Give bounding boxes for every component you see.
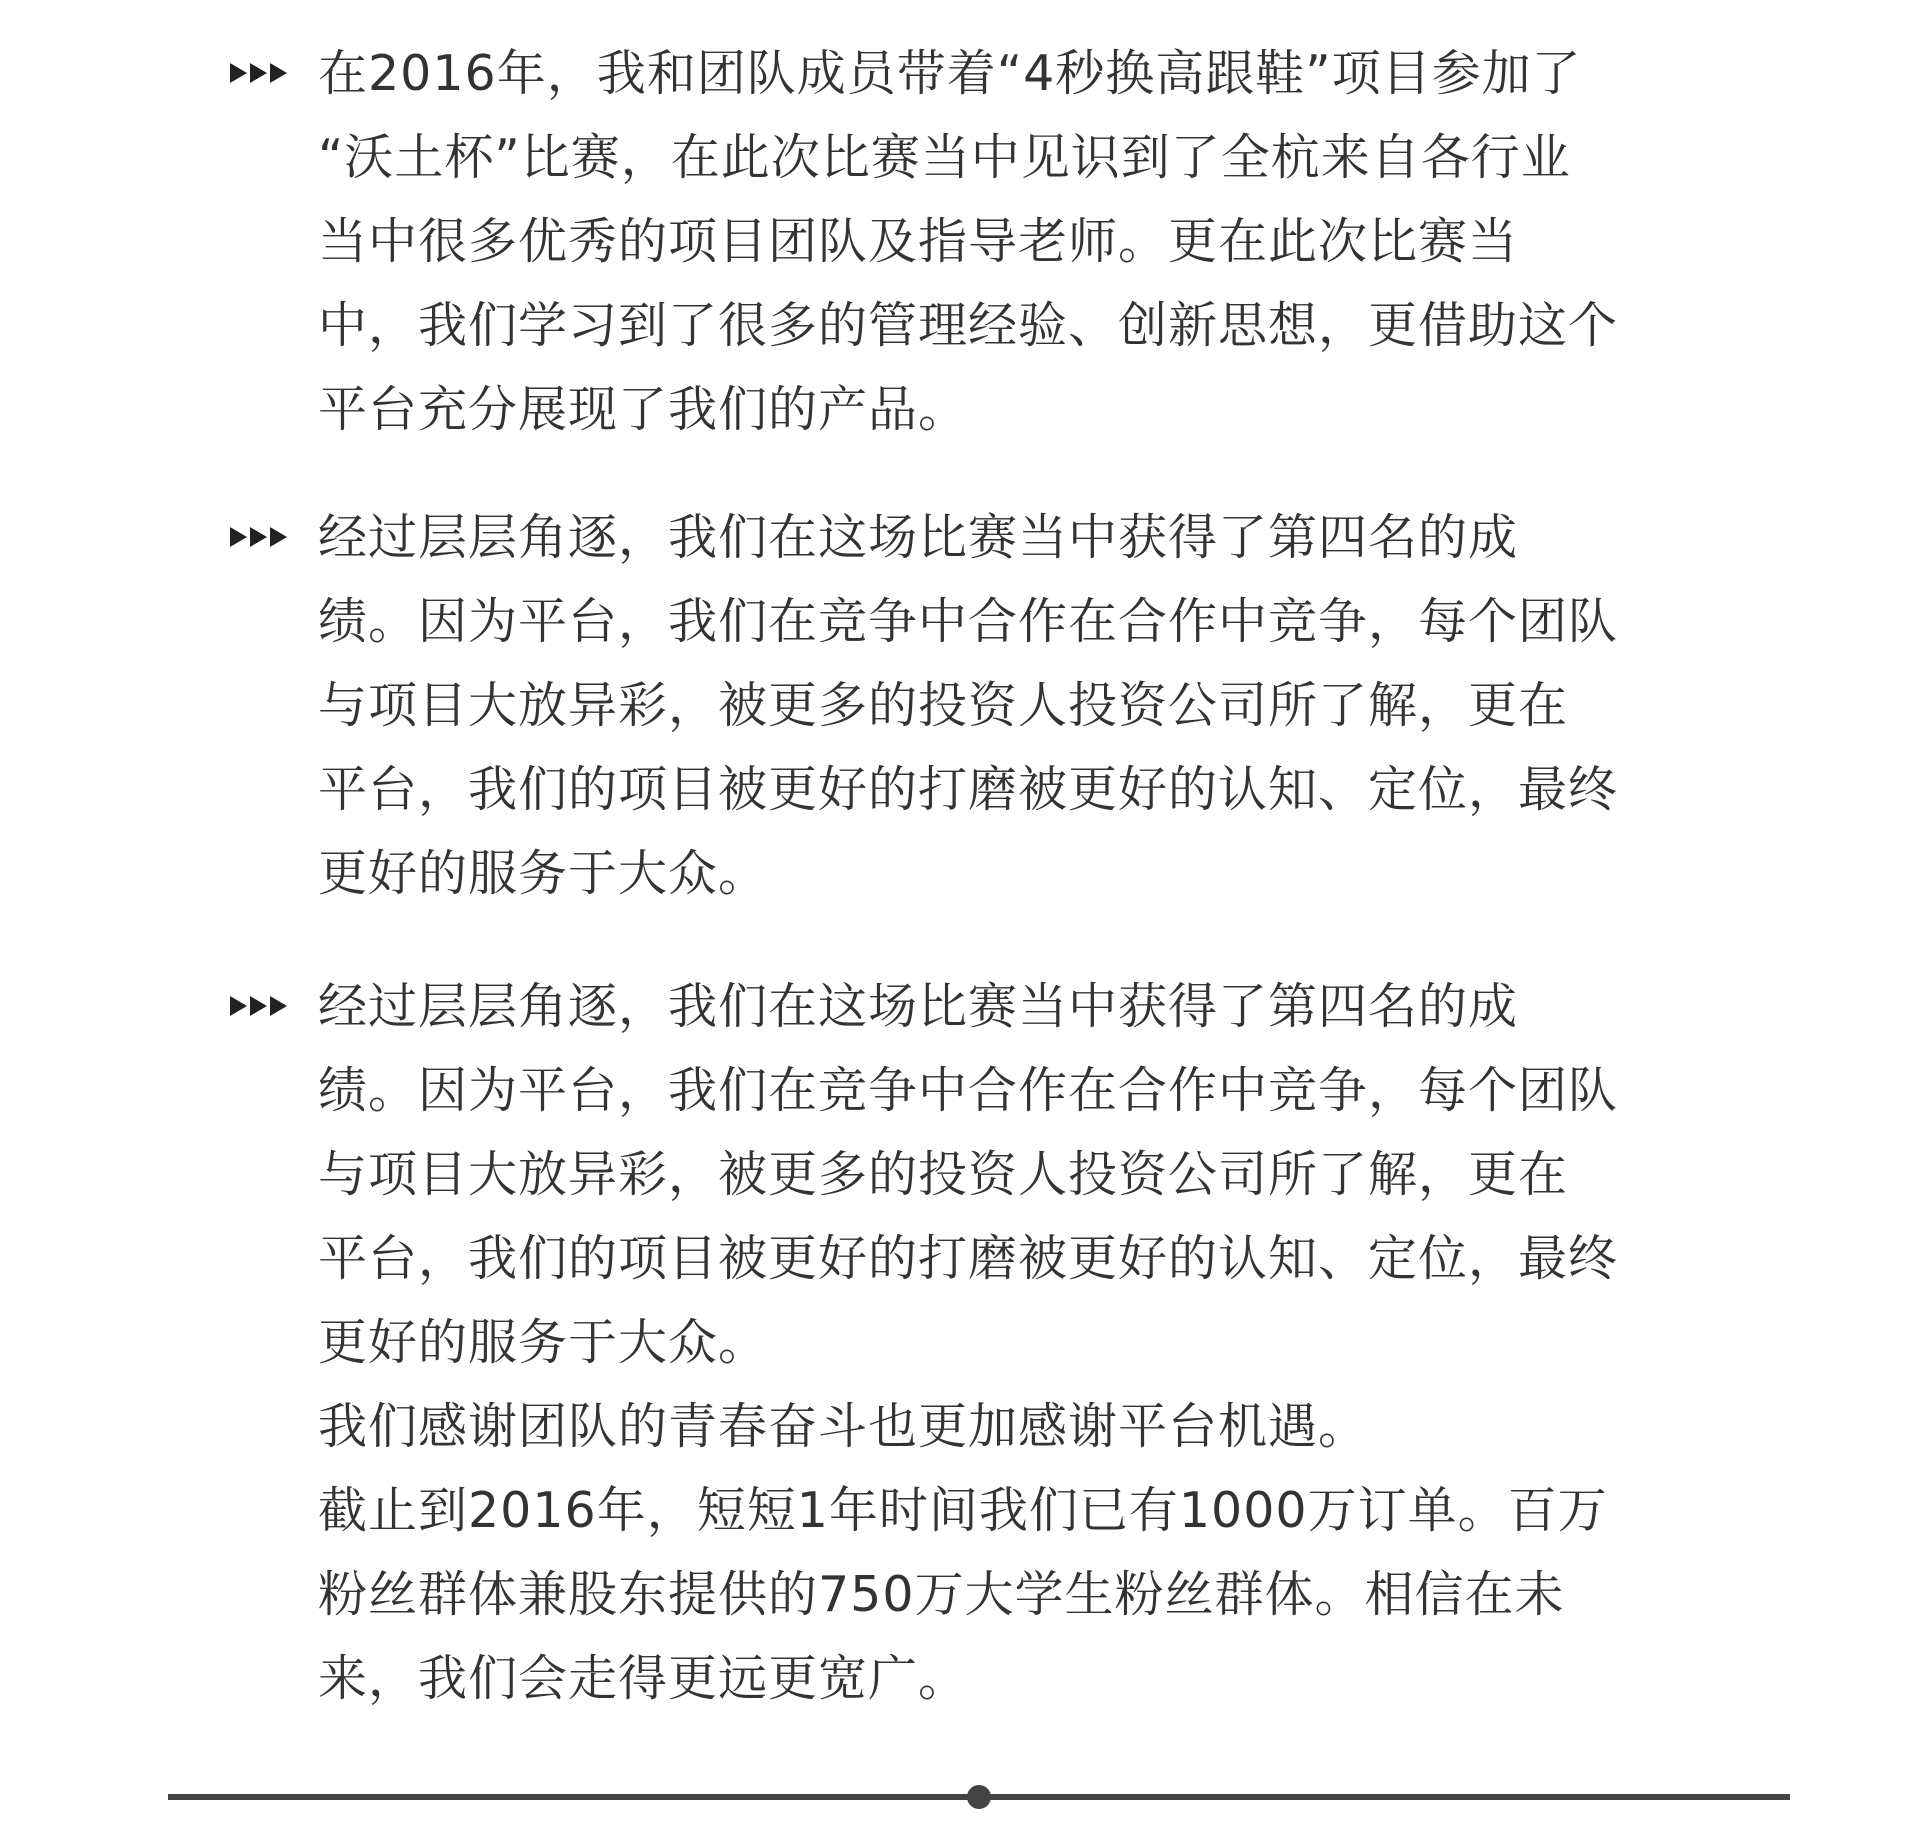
paragraph-text — [318, 32, 1708, 452]
paragraph-line: 平台，我们的项目被更好的打磨被更好的认知、定位，最终 — [318, 1230, 1619, 1287]
paragraph-line: 经过层层角逐，我们在这场比赛当中获得了第四名的成 — [318, 509, 1519, 566]
paragraph-line: 绩。因为平台，我们在竞争中合作在合作中竞争，每个团队 — [318, 593, 1619, 650]
triple-play-arrow-icon — [230, 60, 288, 86]
paragraph-text — [318, 496, 1708, 916]
triple-play-arrow-icon — [230, 524, 288, 550]
paragraph-line: 来，我们会走得更远更宽广。 — [318, 1650, 969, 1707]
paragraph-line: 与项目大放异彩，被更多的投资人投资公司所了解，更在 — [318, 1146, 1569, 1203]
paragraph-line: 中，我们学习到了很多的管理经验、创新思想，更借助这个 — [318, 297, 1619, 354]
paragraph-line: 在2016年，我和团队成员带着“4秒换高跟鞋”项目参加了 — [318, 45, 1582, 102]
paragraph-line: 与项目大放异彩，被更多的投资人投资公司所了解，更在 — [318, 677, 1569, 734]
paragraph-text — [318, 965, 1708, 1721]
paragraph-line: 更好的服务于大众。 — [318, 845, 769, 902]
paragraph-line: 我们感谢团队的青春奋斗也更加感谢平台机遇。 — [318, 1398, 1369, 1455]
paragraph-line: 更好的服务于大众。 — [318, 1314, 769, 1371]
paragraph-line: “沃土杯”比赛，在此次比赛当中见识到了全杭来自各行业 — [318, 129, 1571, 186]
dot-icon — [967, 1785, 991, 1809]
triple-play-arrow-icon — [230, 993, 288, 1019]
paragraph-line: 粉丝群体兼股东提供的750万大学生粉丝群体。相信在未 — [318, 1566, 1565, 1623]
paragraph-line: 绩。因为平台，我们在竞争中合作在合作中竞争，每个团队 — [318, 1062, 1619, 1119]
paragraph-line: 截止到2016年，短短1年时间我们已有1000万订单。百万 — [318, 1482, 1608, 1539]
paragraph-line: 平台，我们的项目被更好的打磨被更好的认知、定位，最终 — [318, 761, 1619, 818]
paragraph-line: 平台充分展现了我们的产品。 — [318, 381, 969, 438]
paragraph-line: 经过层层角逐，我们在这场比赛当中获得了第四名的成 — [318, 978, 1519, 1035]
paragraph-line: 当中很多优秀的项目团队及指导老师。更在此次比赛当 — [318, 213, 1519, 270]
